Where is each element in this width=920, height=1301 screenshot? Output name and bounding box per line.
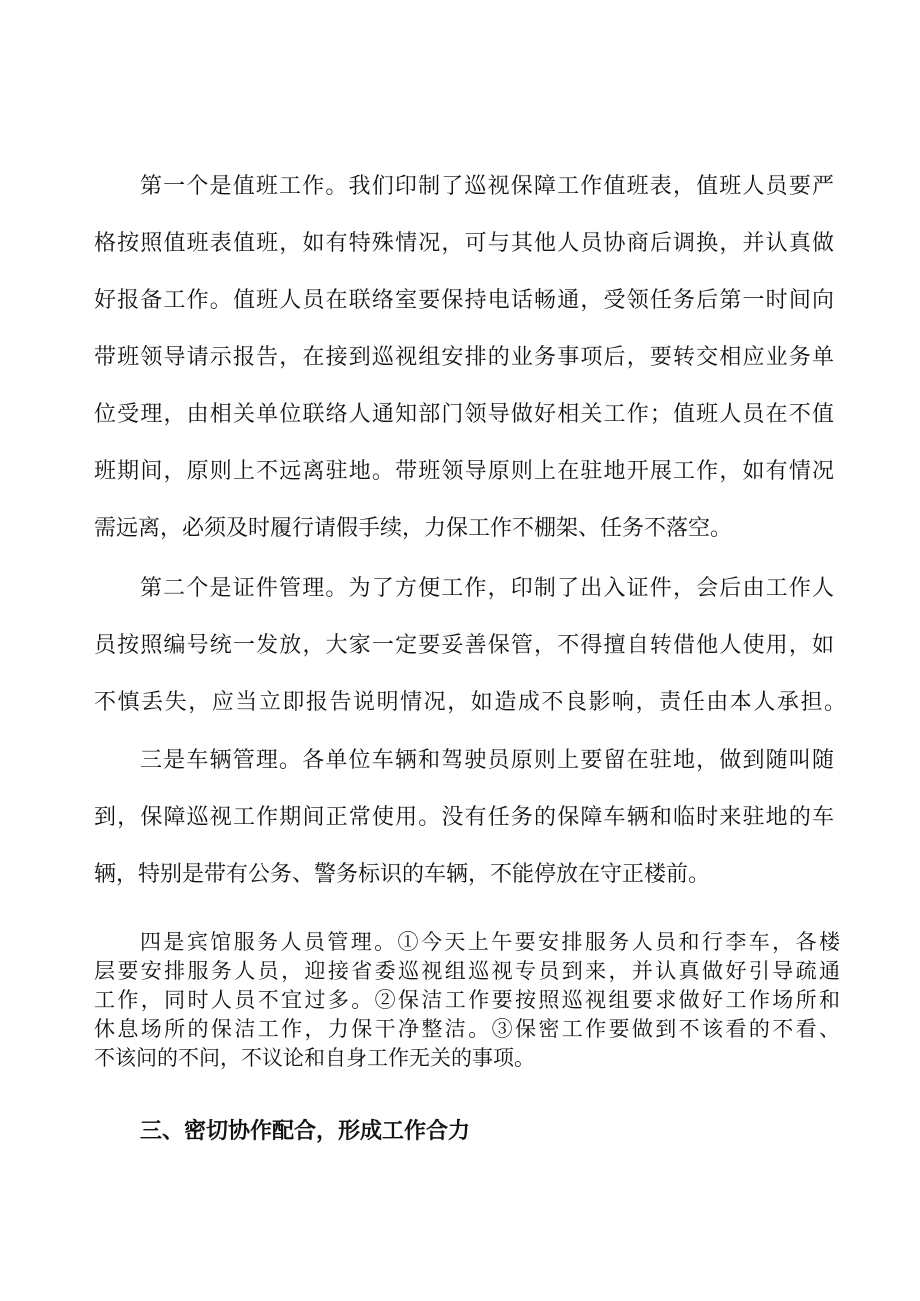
paragraph-duty-line: 班期间，原则上不远离驻地。带班领导原则上在驻地开展工作，如有情况 bbox=[94, 459, 834, 484]
paragraph-certificate-line: 员按照编号统一发放，大家一定要妥善保管，不得擅自转借他人使用，如 bbox=[94, 633, 834, 658]
paragraph-certificate-line: 不慎丢失，应当立即报告说明情况，如造成不良影响，责任由本人承担。 bbox=[94, 690, 846, 715]
paragraph-vehicle-line: 辆，特别是带有公务、警务标识的车辆，不能停放在守正楼前。 bbox=[94, 862, 711, 887]
paragraph-duty-line: 格按照值班表值班，如有特殊情况，可与其他人员协商后调换，并认真做 bbox=[94, 231, 834, 256]
paragraph-certificate-line: 第二个是证件管理。为了方便工作，印制了出入证件，会后由工作人 bbox=[140, 576, 834, 601]
paragraph-duty-line: 需远离，必须及时履行请假手续，力保工作不棚架、任务不落空。 bbox=[94, 516, 733, 541]
section-heading: 三、密切协作配合，形成工作合力 bbox=[140, 1119, 471, 1144]
paragraph-vehicle-line: 三是车辆管理。各单位车辆和驾驶员原则上要留在驻地，做到随叫随 bbox=[140, 748, 834, 773]
paragraph-duty-line: 位受理，由相关单位联络人通知部门领导做好相关工作；值班人员在不值 bbox=[94, 402, 834, 427]
paragraph-duty-line: 好报备工作。值班人员在联络室要保持电话畅通，受领任务后第一时间向 bbox=[94, 288, 834, 313]
paragraph-hotel-line: 工作，同时人员不宜过多。②保洁工作要按照巡视组要求做好工作场所和 bbox=[94, 988, 840, 1012]
paragraph-hotel-line: 不该问的不问，不议论和自身工作无关的事项。 bbox=[94, 1046, 535, 1070]
paragraph-hotel-line: 四是宾馆服务人员管理。①今天上午要安排服务人员和行李车，各楼 bbox=[140, 930, 840, 954]
paragraph-hotel-line: 层要安排服务人员，迎接省委巡视组巡视专员到来，并认真做好引导疏通 bbox=[94, 959, 840, 983]
paragraph-hotel-line: 休息场所的保洁工作，力保干净整洁。③保密工作要做到不该看的不看、 bbox=[94, 1017, 840, 1041]
paragraph-duty-line: 带班领导请示报告，在接到巡视组安排的业务事项后，要转交相应业务单 bbox=[94, 345, 834, 370]
paragraph-vehicle-line: 到，保障巡视工作期间正常使用。没有任务的保障车辆和临时来驻地的车 bbox=[94, 805, 834, 830]
paragraph-duty-line: 第一个是值班工作。我们印制了巡视保障工作值班表，值班人员要严 bbox=[140, 174, 834, 199]
